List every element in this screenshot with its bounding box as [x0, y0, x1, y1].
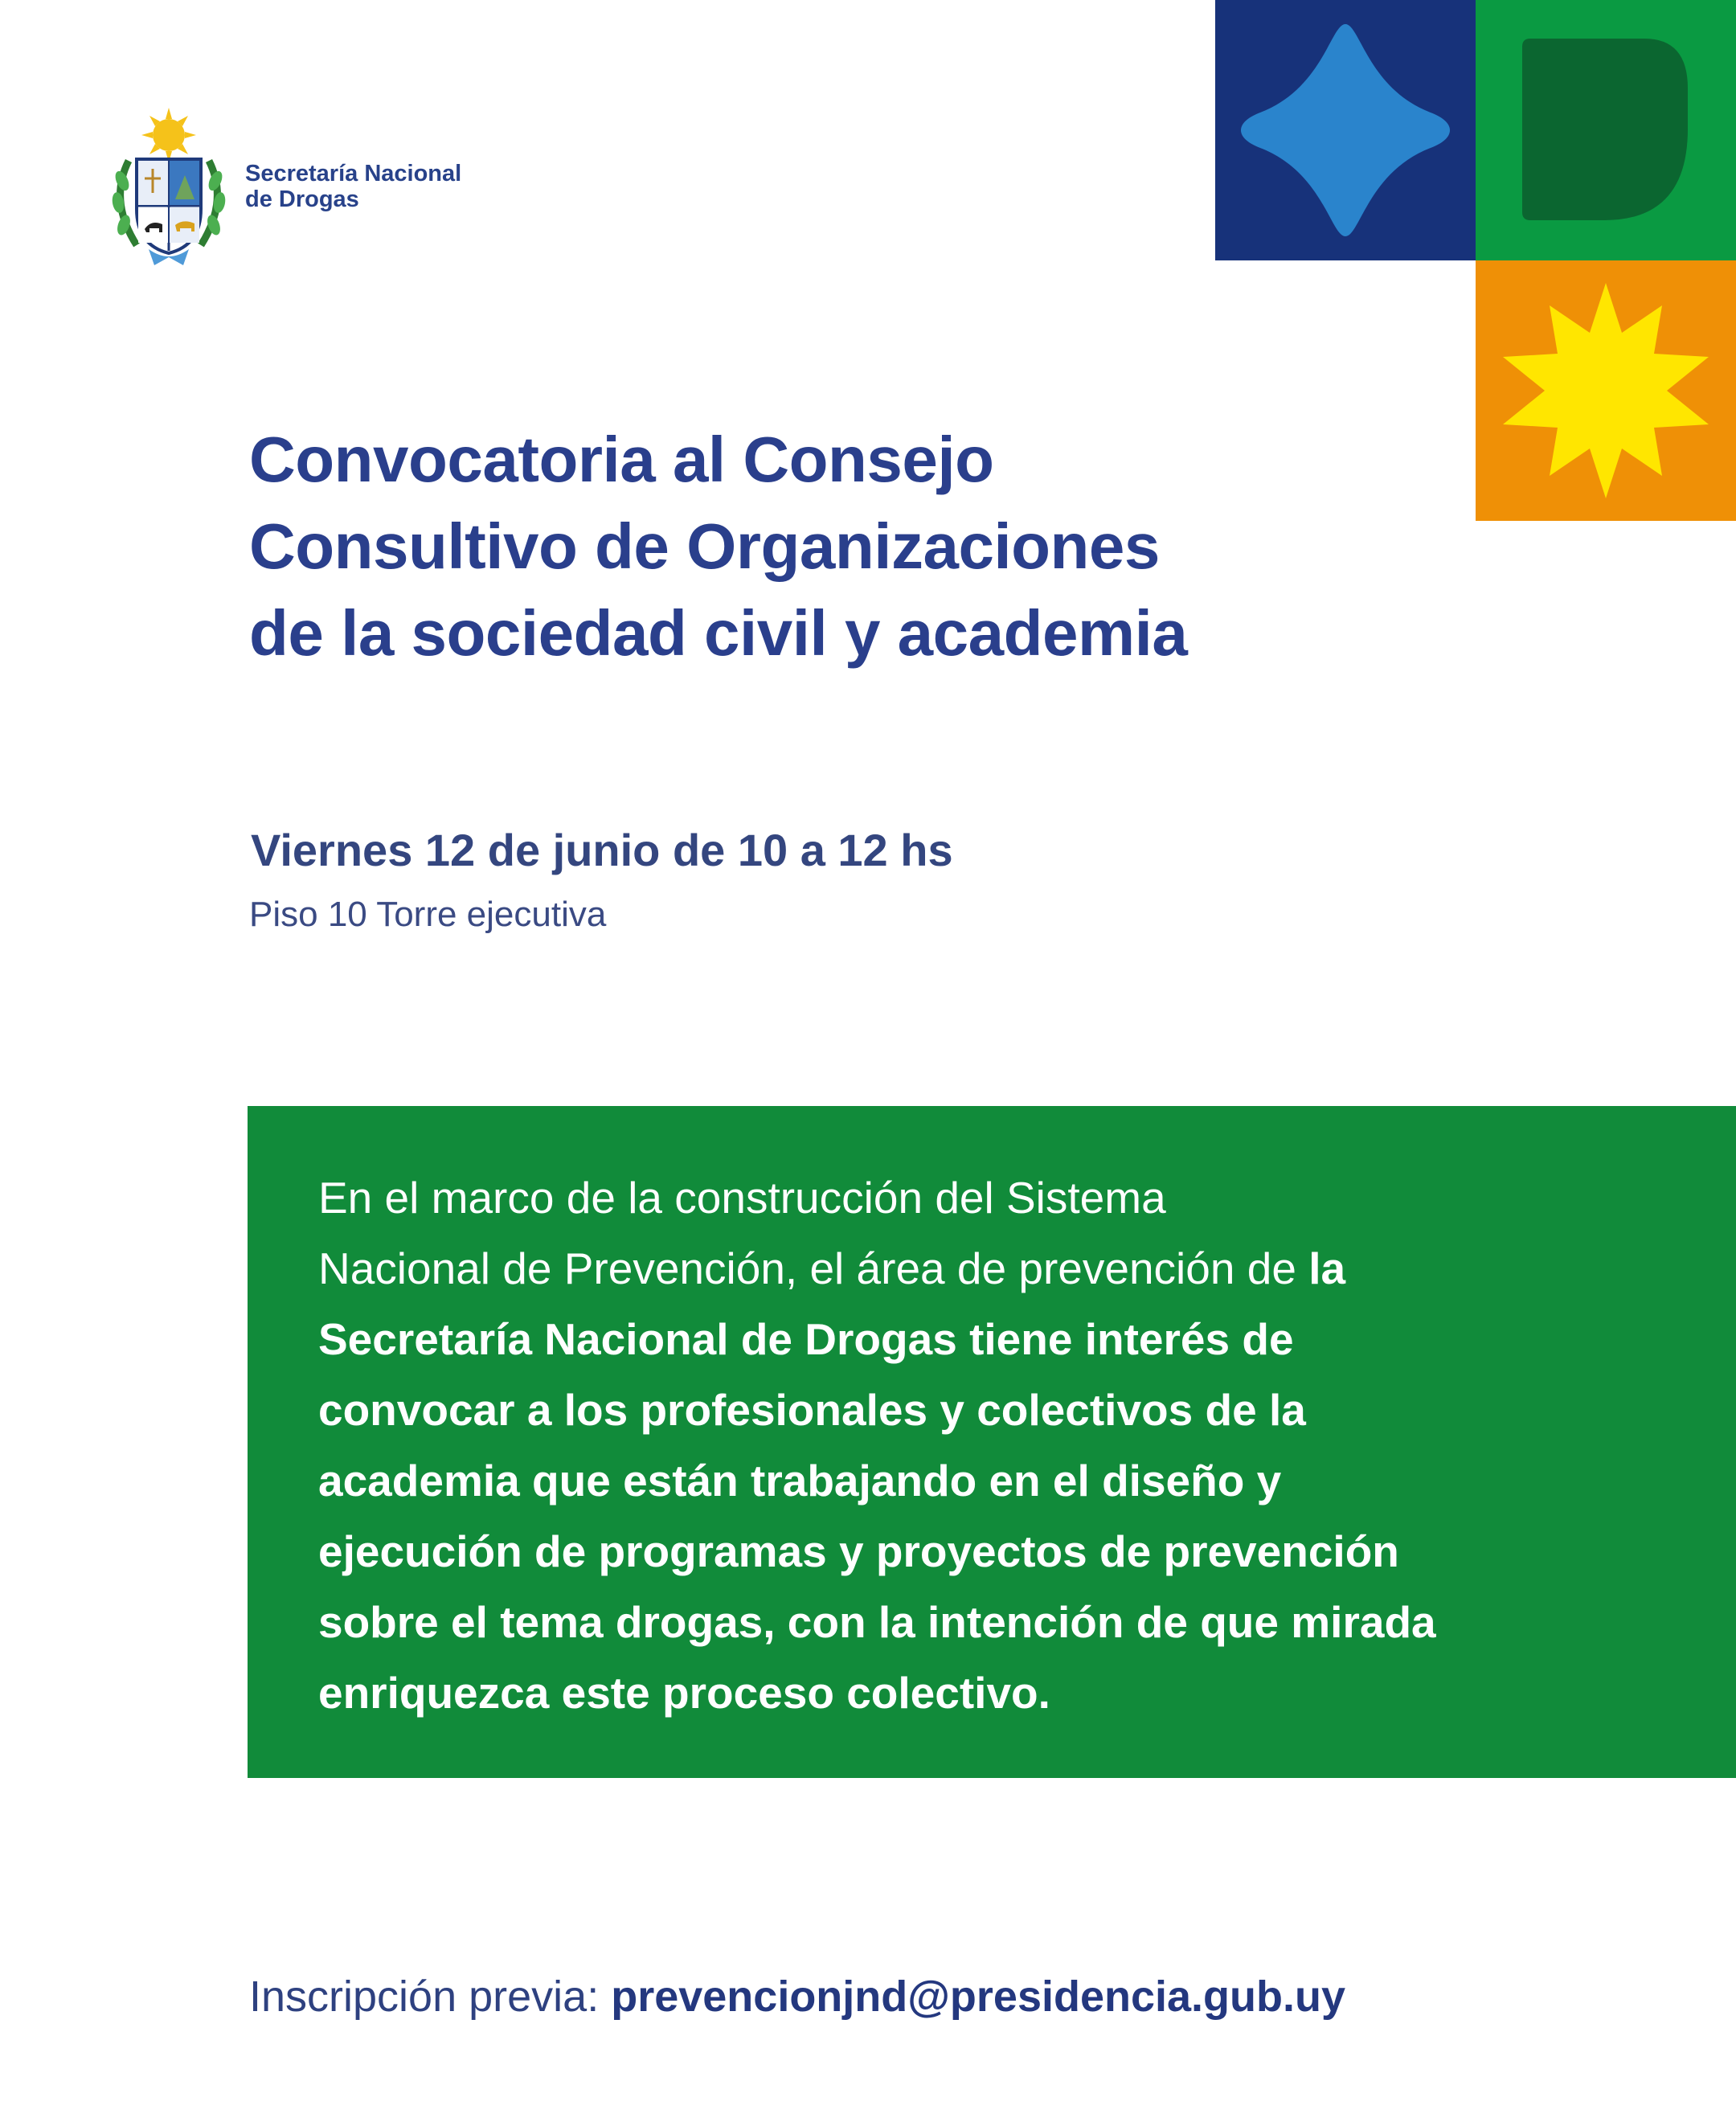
title-line-2: Consultivo de Organizaciones [249, 510, 1160, 582]
info-line: enriquezca este proceso colectivo. [318, 1668, 1050, 1718]
sun-star-icon [1476, 260, 1736, 521]
info-line: sobre el tema drogas, con la intención de que mirada [318, 1597, 1436, 1647]
letter-d-tile [1476, 0, 1736, 260]
info-line: convocar a los profesionales y colectivos de la [318, 1385, 1306, 1435]
info-text [318, 1162, 1572, 1728]
star-tile [1215, 0, 1476, 260]
info-line: En el marco de la construcción del Sistema [318, 1173, 1166, 1223]
four-point-star-icon [1215, 0, 1476, 260]
info-line [318, 1233, 1572, 1304]
registration-email-link[interactable]: prevencionjnd@presidencia.gub.uy [611, 1972, 1346, 2021]
info-line: ejecución de programas y proyectos de prevención [318, 1526, 1399, 1576]
org-name-line1: Secretaría Nacional [245, 161, 462, 186]
title-line-1: Convocatoria al Consejo [249, 424, 994, 495]
page-title [249, 416, 1390, 677]
info-line-bold: la [1308, 1243, 1346, 1293]
sun-tile [1476, 260, 1736, 521]
info-line: Secretaría Nacional de Drogas tiene interés de [318, 1314, 1294, 1364]
uruguay-coat-of-arms-icon [104, 104, 233, 273]
registration-label: Inscripción previa: [249, 1972, 612, 2021]
info-line-light: Nacional de Prevención, el área de prevención de [318, 1243, 1309, 1293]
org-name [245, 161, 461, 212]
event-date: Viernes 12 de junio de 10 a 12 hs [251, 825, 953, 875]
org-logo [104, 104, 522, 273]
info-box [248, 1106, 1736, 1778]
org-name-line2: de Drogas [245, 186, 359, 212]
registration-footer [249, 1964, 1345, 2029]
title-line-3: de la sociedad civil y academia [249, 597, 1188, 669]
info-line: academia que están trabajando en el diseño y [318, 1456, 1282, 1505]
event-location: Piso 10 Torre ejecutiva [249, 895, 607, 934]
letter-d-shape-icon [1476, 0, 1736, 260]
